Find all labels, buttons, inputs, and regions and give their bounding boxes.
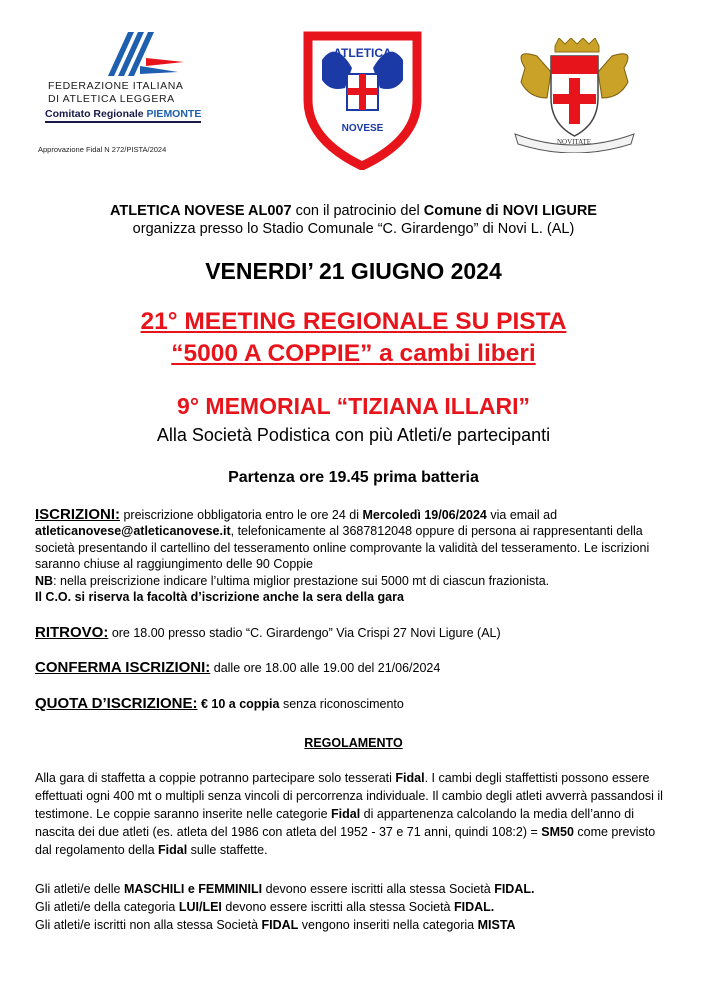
rule2-c: devono essere iscritti alla stessa Società [221, 900, 454, 914]
fidal-committee [45, 108, 201, 123]
reg-sm50: SM50 [541, 825, 574, 839]
nb-text: : nella preiscrizione indicare l’ultima miglior prestazione sui 5000 mt di ciascun frazionista. [53, 573, 550, 588]
iscrizioni-section [35, 507, 675, 605]
category-rules [35, 880, 675, 934]
approval-note: Approvazione Fidal N 272/PISTA/2024 [38, 145, 167, 154]
comune-name: Comune di NOVI LIGURE [423, 203, 597, 219]
iscrizioni-label: ISCRIZIONI: [35, 506, 120, 523]
fidal-name-line1: FEDERAZIONE ITALIANA [48, 80, 184, 92]
coat-motto-text: NOVITATE [556, 138, 592, 146]
rule2-a: Gli atleti/e della categoria [35, 900, 179, 914]
fidal-stripes-icon [98, 28, 188, 78]
rule-line-1 [35, 880, 675, 898]
rule-line-3 [35, 916, 675, 934]
reg-text-1: Alla gara di staffetta a coppie potranno partecipare solo tesserati [35, 771, 396, 785]
novese-logo-bottom-text: NOVESE [341, 123, 384, 134]
coat-of-arms-icon [507, 38, 642, 153]
ritrovo-label: RITROVO: [35, 624, 109, 641]
intro-line2: organizza presso lo Stadio Comunale “C. Girardengo” di Novi L. (AL) [132, 221, 575, 237]
iscrizioni-text2: via email ad [486, 508, 558, 522]
quota-label: QUOTA D’ISCRIZIONE: [35, 695, 198, 712]
rule2-d: FIDAL. [453, 900, 495, 914]
rule3-d: MISTA [477, 918, 516, 932]
rule1-b: MASCHILI e FEMMINILI [123, 882, 263, 896]
fidal-committee-prefix: Comitato Regionale [45, 108, 147, 120]
ritrovo-text: ore 18.00 presso stadio “C. Girardengo” Via Crispi 27 Novi Ligure (AL) [108, 626, 501, 640]
conferma-text: dalle ore 18.00 alle 19.00 del 21/06/2024 [210, 661, 441, 675]
nb-label: NB [35, 573, 54, 588]
rule1-d: FIDAL. [494, 882, 535, 896]
co-note: Il C.O. si riserva la facoltà d’iscrizione anche la sera della gara [35, 590, 404, 605]
reg-text-5: sulle staffette. [187, 843, 268, 857]
conferma-section [35, 660, 675, 676]
reg-fidal-2: Fidal [331, 807, 361, 821]
iscrizioni-text1: preiscrizione obbligatoria entro le ore 24 di [120, 508, 363, 522]
rule1-a: Gli atleti/e delle [35, 882, 124, 896]
event-date: VENERDI’ 21 GIUGNO 2024 [205, 258, 502, 284]
organizer-name: ATLETICA NOVESE AL007 [110, 203, 292, 219]
ritrovo-section [35, 625, 675, 641]
rule2-b: LUI/LEI [178, 900, 222, 914]
novese-shield-icon [300, 30, 425, 170]
start-time: Partenza ore 19.45 prima batteria [228, 469, 479, 486]
reg-fidal-1: Fidal [395, 771, 425, 785]
memorial-title: 9° MEMORIAL “TIZIANA ILLARI” [177, 393, 530, 419]
patronage-text: con il patrocinio del [291, 203, 424, 219]
quota-amount: € 10 a coppia [197, 697, 280, 711]
society-award: Alla Società Podistica con più Atleti/e partecipanti [156, 425, 551, 445]
reg-text-2: . I cambi degli staffettisti possono essere effettuati ogni 400 mt o multipli senza vincoli di percorrenza individuale. Il cambio degli atleti avverrà passandosi il testimone. Le coppie saranno inserite nelle categorie [35, 771, 663, 821]
meeting-title: 21° MEETING REGIONALE SU PISTA [140, 308, 567, 335]
reg-fidal-3: Fidal [158, 843, 188, 857]
intro-line1 [0, 203, 707, 219]
iscrizioni-deadline: Mercoledì 19/06/2024 [362, 508, 487, 522]
contact-email: atleticanovese@atleticanovese.it [35, 524, 231, 539]
quota-text: senza riconoscimento [279, 697, 404, 711]
fidal-name-line2: DI ATLETICA LEGGERA [48, 93, 175, 105]
fidal-committee-region: PIEMONTE [146, 108, 202, 120]
rule-line-2 [35, 898, 675, 916]
novi-coat-of-arms [507, 38, 642, 158]
novese-logo-top-text: ATLETICA [333, 46, 392, 60]
regolamento-body [35, 769, 675, 859]
conferma-label: CONFERMA ISCRIZIONI: [35, 659, 211, 676]
rule1-c: devono essere iscritti alla stessa Società [262, 882, 495, 896]
iscrizioni-text3: , telefonicamente al 3687812048 oppure di persona ai rappresentanti della società presentando il cartellino del tesseramento online comprovante la validità del tesseramento. Le iscrizioni saranno chiuse al raggiungimento delle 90 Coppie [35, 524, 650, 572]
meeting-subtitle: “5000 A COPPIE” a cambi liberi [171, 340, 536, 367]
rule3-b: FIDAL [261, 918, 299, 932]
reg-text-4: come previsto dal regolamento della [35, 825, 656, 857]
reg-text-3: di appartenenza calcolando la media dell’anno di nascita dei due atleti (es. atleta del 1986 con atleta del 1952 - 37 e 71 anni, quindi 108:2) = [35, 807, 634, 839]
regolamento-title: REGOLAMENTO [304, 736, 403, 750]
quota-section [35, 696, 675, 712]
rule3-c: vengono inseriti nella categoria [298, 918, 478, 932]
novese-logo [300, 30, 425, 175]
rule3-a: Gli atleti/e iscritti non alla stessa Società [35, 918, 262, 932]
